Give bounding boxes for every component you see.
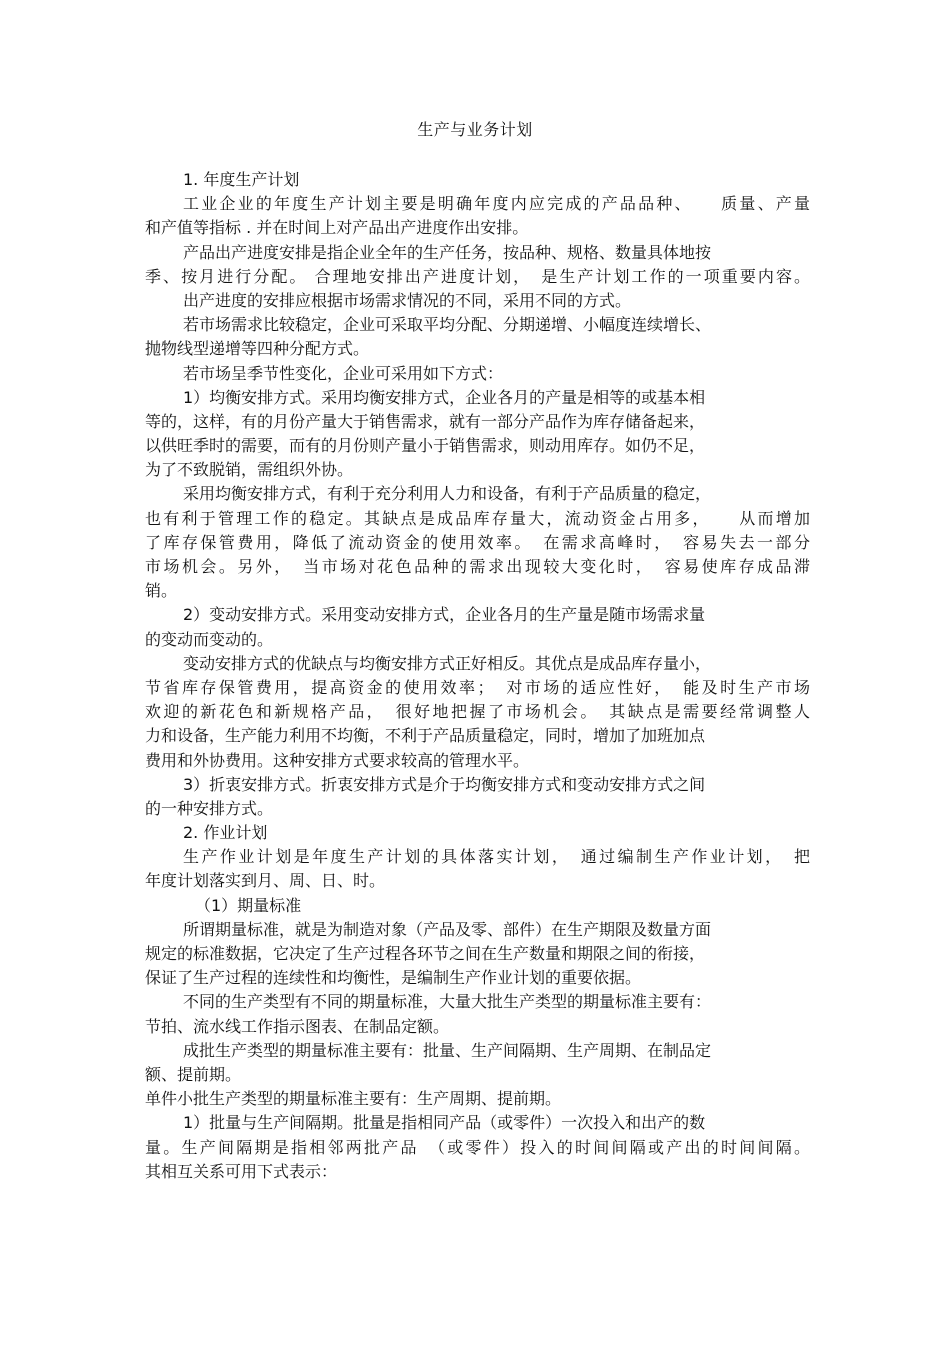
text-line: 销。 <box>145 581 178 601</box>
text-line: 1. 年度生产计划 <box>183 170 300 189</box>
text-line: 抛物线型递增等四种分配方式。 <box>145 339 370 359</box>
text-line: 不同的生产类型有不同的期量标准，大量大批生产类型的期量标准主要有： <box>183 992 712 1012</box>
text-line: 若市场呈季节性变化，企业可采用如下方式： <box>183 363 504 383</box>
text-line: 工业企业的年度生产计划主要是明确年度内应完成的产品品种、 质量、产量 <box>183 194 810 214</box>
text-line: 以供旺季时的需要，而有的月份则产量小于销售需求，则动用库存。如仍不足， <box>145 436 706 456</box>
text-line: 生产作业计划是年度生产计划的具体落实计划， 通过编制生产作业计划， 把 <box>183 847 810 867</box>
text-line: 1）均衡安排方式。采用均衡安排方式，企业各月的产量是相等的或基本相 <box>183 387 706 407</box>
text-line: 的变动而变动的。 <box>145 629 274 649</box>
text-line: 2. 作业计划 <box>183 823 268 843</box>
text-line: 出产进度的安排应根据市场需求情况的不同，采用不同的方式。 <box>183 290 632 310</box>
text-line: 产品出产进度安排是指企业全年的生产任务，按品种、规格、数量具体地按 <box>183 242 712 262</box>
text-line: 量。生产间隔期是指相邻两批产品 （或零件）投入的时间间隔或产出的时间间隔。 <box>145 1137 810 1157</box>
text-line: 所谓期量标准，就是为制造对象（产品及零、部件）在生产期限及数量方面 <box>183 919 712 939</box>
text-line: 力和设备，生产能力利用不均衡，不利于产品质量稳定，同时，增加了加班加点 <box>145 726 706 746</box>
text-line: 为了不致脱销，需组织外协。 <box>145 460 354 480</box>
text-line: 采用均衡安排方式，有利于充分利用人力和设备，有利于产品质量的稳定， <box>183 484 712 504</box>
text-line: 和产值等指标 . 并在时间上对产品出产进度作出安排。 <box>145 218 529 238</box>
text-line: 单件小批生产类型的期量标准主要有：生产周期、提前期。 <box>145 1089 562 1109</box>
text-line: 若市场需求比较稳定，企业可采取平均分配、分期递增、小幅度连续增长、 <box>183 315 712 335</box>
document-body <box>145 168 810 1184</box>
text-line: 等的，这样，有的月份产量大于销售需求，就有一部分产品作为库存储备起来， <box>145 411 706 431</box>
text-line: 节省库存保管费用，提高资金的使用效率； 对市场的适应性好， 能及时生产市场 <box>145 677 810 697</box>
text-line: （1）期量标准 <box>195 895 302 915</box>
text-line: 2）变动安排方式。采用变动安排方式，企业各月的生产量是随市场需求量 <box>183 605 706 625</box>
page-title: 生产与业务计划 <box>417 120 533 139</box>
text-line: 规定的标准数据，它决定了生产过程各环节之间在生产数量和期限之间的衔接， <box>145 944 706 963</box>
text-line: 额、提前期。 <box>145 1064 242 1084</box>
text-line: 也有利于管理工作的稳定。其缺点是成品库存量大，流动资金占用多， 从而增加 <box>145 508 810 528</box>
text-line: 欢迎的新花色和新规格产品， 很好地把握了市场机会。 其缺点是需要经常调整人 <box>145 702 810 722</box>
text-line: 季、按月进行分配。 合理地安排出产进度计划， 是生产计划工作的一项重要内容。 <box>145 266 810 286</box>
text-line: 保证了生产过程的连续性和均衡性，是编制生产作业计划的重要依据。 <box>145 968 642 988</box>
text-line: 的一种安排方式。 <box>145 798 274 818</box>
text-line: 3）折衷安排方式。折衷安排方式是介于均衡安排方式和变动安排方式之间 <box>183 774 706 794</box>
text-line: 其相互关系可用下式表示： <box>145 1161 338 1181</box>
text-line: 了库存保管费用，降低了流动资金的使用效率。 在需求高峰时， 容易失去一部分 <box>145 532 810 552</box>
text-line: 变动安排方式的优缺点与均衡安排方式正好相反。其优点是成品库存量小， <box>183 653 712 673</box>
text-line: 费用和外协费用。这种安排方式要求较高的管理水平。 <box>145 750 530 770</box>
text-line: 成批生产类型的期量标准主要有：批量、生产间隔期、生产周期、在制品定 <box>183 1040 712 1060</box>
text-line: 年度计划落实到月、周、日、时。 <box>145 871 386 891</box>
text-line: 1）批量与生产间隔期。批量是指相同产品（或零件）一次投入和出产的数 <box>183 1113 706 1133</box>
text-line: 市场机会。另外， 当市场对花色品种的需求出现较大变化时， 容易使库存成品滞 <box>145 557 810 576</box>
text-line: 节拍、流水线工作指示图表、在制品定额。 <box>145 1016 450 1036</box>
